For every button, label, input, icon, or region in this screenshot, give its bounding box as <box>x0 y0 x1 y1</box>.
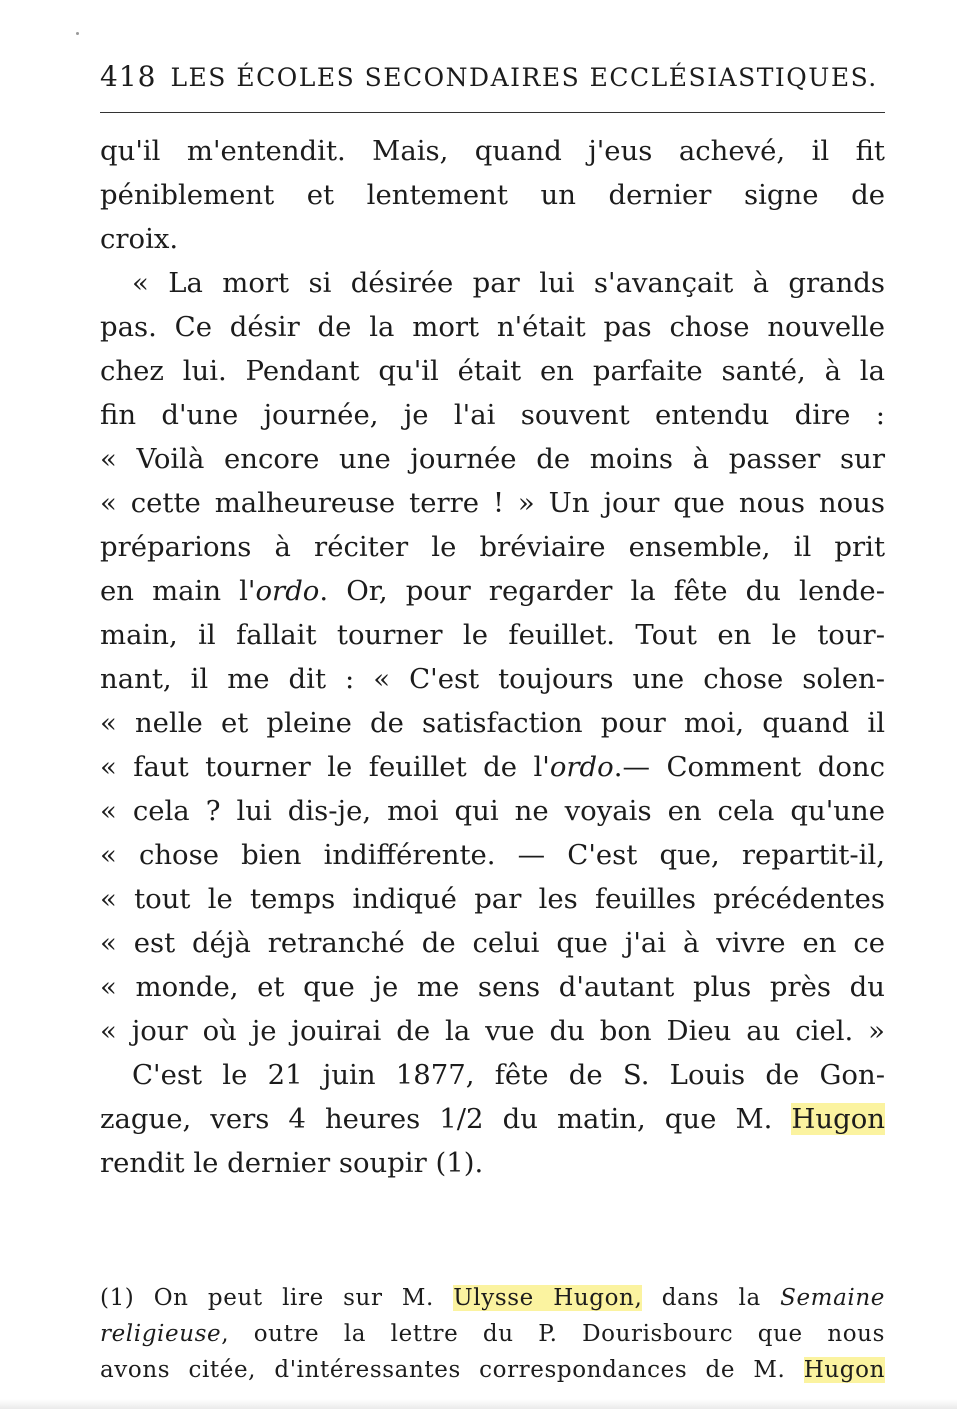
text-line <box>100 569 885 613</box>
text-segment: zague, vers 4 heures 1/2 du matin, que M. <box>100 1103 792 1135</box>
footnote <box>100 1280 885 1388</box>
running-title: LES ÉCOLES SECONDAIRES ECCLÉSIASTIQUES. <box>170 63 878 92</box>
text-line: « Voilà encore une journée de moins à passer sur <box>100 443 885 475</box>
text-line: C'est le 21 juin 1877, fête de S. Louis de Gon- <box>132 1059 885 1091</box>
highlighted-name: Hugon <box>803 1357 885 1383</box>
italic-word: ordo <box>549 751 614 783</box>
footnote-line <box>100 1280 885 1316</box>
text-line <box>100 745 885 789</box>
text-line: pas. Ce désir de la mort n'était pas chose nouvelle <box>100 311 885 343</box>
text-line: péniblement et lentement un dernier signe de <box>100 179 885 211</box>
text-line: « chose bien indifférente. — C'est que, repartit-il, <box>100 839 885 871</box>
text-line: « tout le temps indiqué par les feuilles précédentes <box>100 883 885 915</box>
text-segment: . Or, pour regarder la fête du lende- <box>319 575 885 607</box>
footnote-line <box>100 1352 885 1388</box>
page-edge-shadow <box>0 1399 957 1409</box>
italic-word: Semaine <box>780 1285 885 1311</box>
text-segment: « faut tourner le feuillet de l' <box>100 751 550 783</box>
page <box>100 60 885 1185</box>
text-line: main, il fallait tourner le feuillet. Tout en le tour- <box>100 619 885 651</box>
text-segment: avons citée, d'intéressantes correspondances de M. <box>100 1357 804 1383</box>
text-line: « cela ? lui dis-je, moi qui ne voyais en cela qu'une <box>100 795 885 827</box>
text-line: « monde, et que je me sens d'autant plus près du <box>100 971 885 1003</box>
body-text <box>100 129 885 1185</box>
text-segment: en main l' <box>100 575 256 607</box>
text-segment: , outre la lettre du P. Dourisbourc que nous <box>221 1321 885 1347</box>
italic-word: ordo <box>255 575 320 607</box>
text-line: « cette malheureuse terre ! » Un jour que nous nous <box>100 487 885 519</box>
header-rule <box>100 112 885 113</box>
page-number: 418 <box>100 60 157 93</box>
running-head <box>100 60 885 108</box>
text-line: rendit le dernier soupir (1). <box>100 1147 484 1179</box>
text-line: préparions à réciter le bréviaire ensemble, il prit <box>100 531 885 563</box>
text-line: « nelle et pleine de satisfaction pour moi, quand il <box>100 707 885 739</box>
text-line: fin d'une journée, je l'ai souvent entendu dire : <box>100 399 885 431</box>
text-line: croix. <box>100 223 179 255</box>
text-line: chez lui. Pendant qu'il était en parfaite santé, à la <box>100 355 885 387</box>
highlighted-name: Ulysse Hugon, <box>453 1285 643 1311</box>
text-line: qu'il m'entendit. Mais, quand j'eus achevé, il fit <box>100 135 885 167</box>
text-line: « est déjà retranché de celui que j'ai à vivre en ce <box>100 927 885 959</box>
text-line: « jour où je jouirai de la vue du bon Dieu au ciel. » <box>100 1015 885 1047</box>
text-line: nant, il me dit : « C'est toujours une chose solen- <box>100 663 885 695</box>
text-segment: .— Comment donc <box>613 751 885 783</box>
scan-speck <box>76 32 79 35</box>
footnote-line <box>100 1316 885 1352</box>
text-segment: (1) On peut lire sur M. <box>100 1285 454 1311</box>
text-line: « La mort si désirée par lui s'avançait à grands <box>132 267 885 299</box>
text-segment: dans la <box>642 1285 781 1311</box>
highlighted-name: Hugon <box>791 1103 885 1135</box>
text-line <box>100 1097 885 1141</box>
italic-word: religieuse <box>100 1321 222 1347</box>
